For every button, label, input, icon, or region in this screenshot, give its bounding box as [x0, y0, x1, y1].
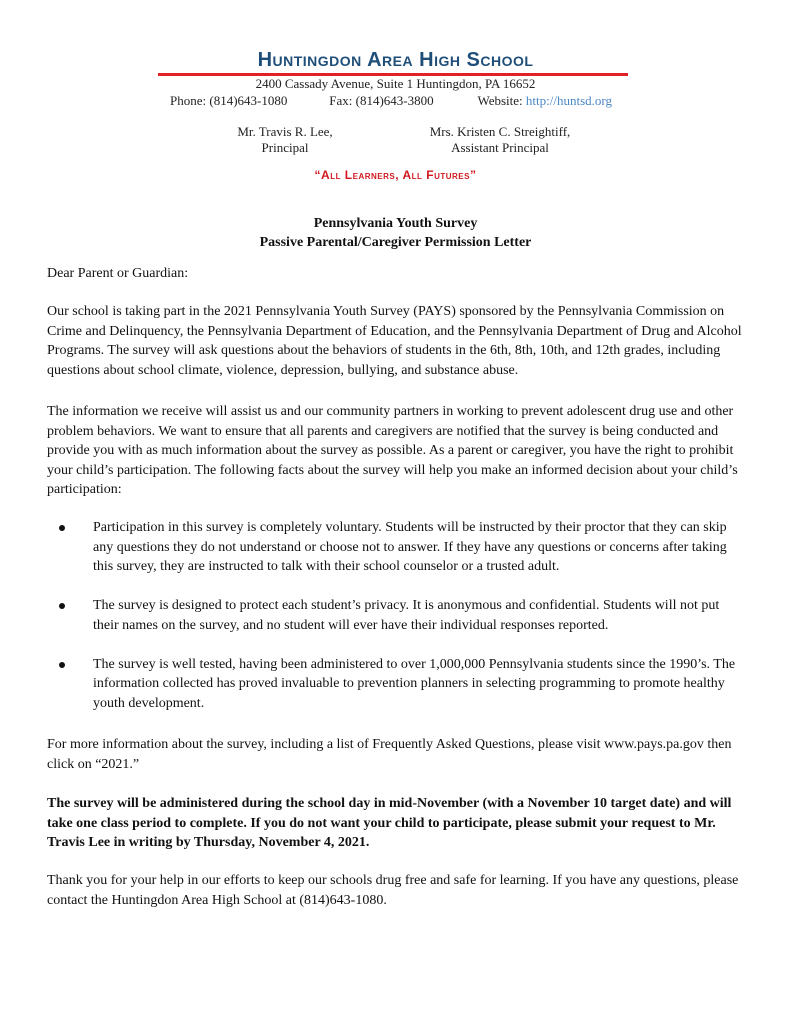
school-address: 2400 Cassady Avenue, Suite 1 Huntingdon, PA 16652: [255, 76, 536, 91]
assistant-principal-block: [410, 124, 590, 156]
assistant-principal-title: Assistant Principal: [451, 140, 549, 155]
school-name: Huntingdon Area High School: [257, 49, 534, 71]
list-item: [47, 596, 747, 635]
paragraph-deadline: The survey will be administered during the school day in mid-November (with a November 10 target date) and will take one class period to complete. If you do not want your child to participate, please submit your request to Mr. Travis Lee in writing by Thursday, November 4, 2021.: [47, 796, 732, 850]
document-title-line-1: Pennsylvania Youth Survey: [313, 216, 478, 231]
salutation: Dear Parent or Guardian:: [47, 266, 189, 281]
paragraph-intro: Our school is taking part in the 2021 Pennsylvania Youth Survey (PAYS) sponsored by the Pennsylvania Commission on Crime and Delinquency, the Pennsylvania Department of Education, and the Pennsylvania Department of Drug and Alcohol Programs. The survey will ask questions about the behaviors of students in the 6th, 8th, 10th, and 12th grades, including questions about school climate, violence, depression, bullying, and substance abuse.: [47, 304, 742, 378]
phone-number: Phone: (814)643-1080: [170, 93, 288, 108]
bullet-icon: [59, 662, 65, 668]
document-title: [0, 214, 791, 252]
principal-title: Principal: [261, 140, 309, 155]
website-label: Website:: [477, 93, 523, 108]
facts-list: [47, 518, 747, 733]
bullet-icon: [59, 603, 65, 609]
list-item-text: The survey is designed to protect each student’s privacy. It is anonymous and confidential. Students will not put their names on the survey, and no student will ever have their individual responses reported.: [93, 598, 720, 633]
document-title-line-2: Passive Parental/Caregiver Permission Letter: [259, 235, 532, 250]
principal-block: [225, 124, 345, 156]
paragraph-purpose: The information we receive will assist us and our community partners in working to prevent adolescent drug use and other problem behaviors. We want to ensure that all parents and caregivers are notified that the survey is being conducted and provide you with as much information about the survey as possible. As a parent or caregiver, you have the right to prohibit your child’s participation. The following facts about the survey will help you make an informed decision about your child’s participation:: [47, 404, 738, 497]
list-item: [47, 655, 747, 714]
school-motto: “All Learners, All Futures”: [314, 168, 477, 182]
paragraph-closing: Thank you for your help in our efforts to keep our schools drug free and safe for learning. If you have any questions, please contact the Huntingdon Area High School at (814)643-1080.: [47, 873, 739, 908]
list-item-text: The survey is well tested, having been administered to over 1,000,000 Pennsylvania students since the 1990’s. The information collected has proved invaluable to prevention planners in selecting programming to promote healthy youth development.: [93, 656, 736, 711]
list-item-text: Participation in this survey is completely voluntary. Students will be instructed by their proctor that they can skip any questions they do not understand or choose not to answer. If they have any questions or concerns after taking this survey, they are instructed to talk with their school counselor or a trusted adult.: [93, 520, 727, 574]
principal-name: Mr. Travis R. Lee,: [237, 124, 333, 139]
website-link[interactable]: http://huntsd.org: [525, 93, 612, 108]
contact-line: [170, 93, 640, 109]
assistant-principal-name: Mrs. Kristen C. Streightiff,: [429, 124, 571, 139]
paragraph-more-info: For more information about the survey, including a list of Frequently Asked Questions, please visit www.pays.pa.gov then click on “2021.”: [47, 737, 732, 772]
bullet-icon: [59, 525, 65, 531]
list-item: [47, 518, 747, 577]
fax-number: Fax: (814)643-3800: [329, 93, 434, 108]
